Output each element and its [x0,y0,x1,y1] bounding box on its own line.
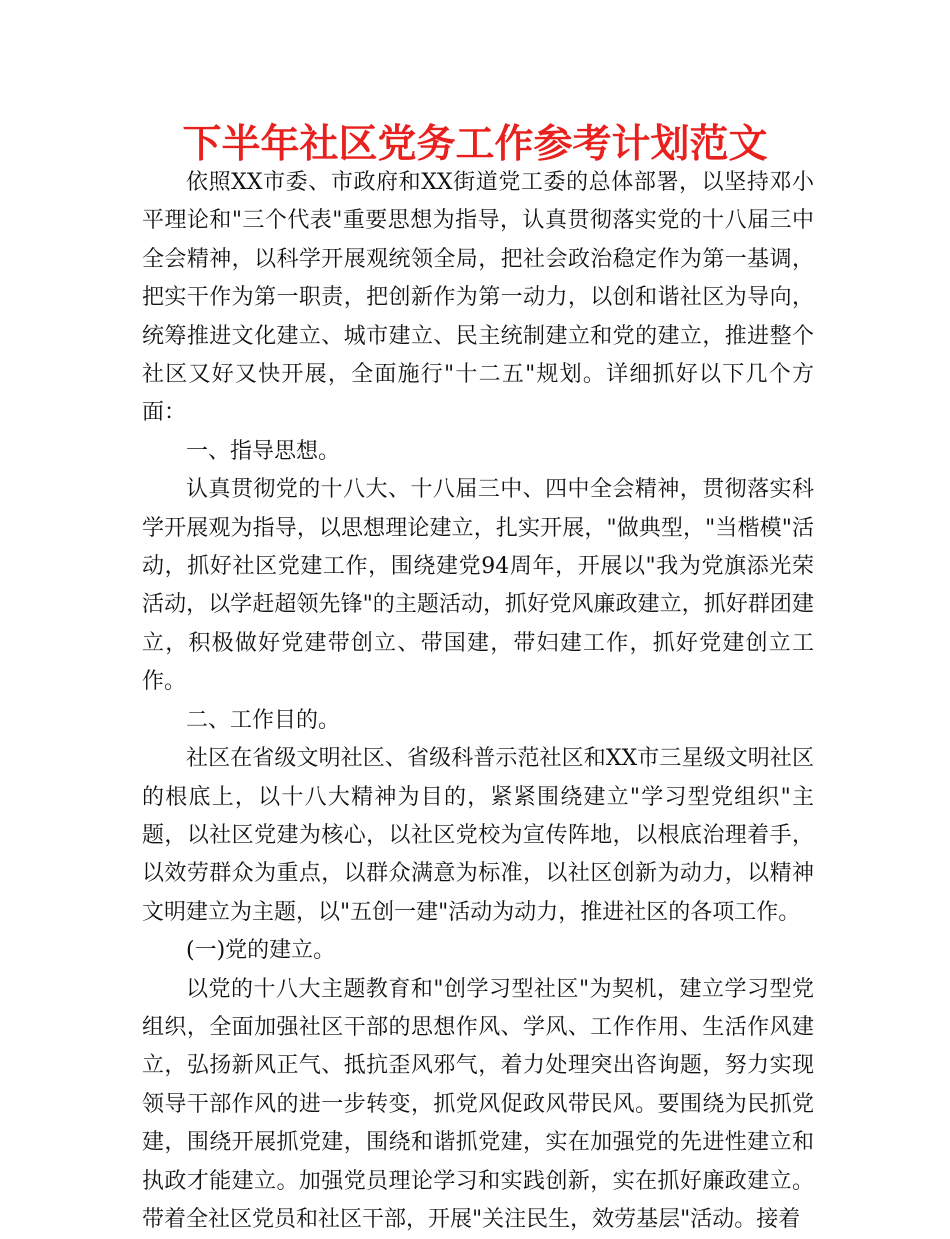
section-heading-guiding-thought: 一、指导思想。 [186,438,341,464]
subsection-heading-party-building: (一)党的建立。 [186,938,336,964]
paragraph-intro: 依照XX市委、市政府和XX街道党工委的总体部署，以坚持邓小平理论和"三个代表"重要思想为指导，认真贯彻落实党的十八届三中全会精神，以科学开展观统领全局，把社会政治稳定作为第一基调，把实干作为第一职责，把创新作为第一动力，以创和谐社区为导向，统筹推进文化建立、城市建立、民主统制建立和党的建立，推进整个社区又好又快开展，全面施行"十二五"规划。详细抓好以下几个方面： [142,170,814,426]
section-heading-work-goal: 二、工作目的。 [186,707,341,733]
paragraph-party-building: 以党的十八大主题教育和"创学习型社区"为契机，建立学习型党组织，全面加强社区干部的思想作风、学风、工作作用、生活作风建立，弘扬新风正气、抵抗歪风邪气，着力处理突出咨询题，努力实现领导干部作风的进一步转变，抓党风促政风带民风。要围绕为民抓党建，围绕开展抓党建，围绕和谐抓党建，实在加强党的先进性建立和执政才能建立。加强党员理论学习和实践创新，实在抓好廉政建立。带着全社区党员和社区干部，开展"关注民生，效劳基层"活动。接着 [142,976,814,1232]
document-title: 下半年社区党务工作参考计划范文 [182,122,768,167]
document-body [142,164,814,1239]
paragraph-guiding-thought: 认真贯彻党的十八大、十八届三中、四中全会精神，贯彻落实科学开展观为指导，以思想理论建立，扎实开展，"做典型，"当楷模"活动，抓好社区党建工作，围绕建党94周年，开展以"我为党旗添光荣活动，以学赶超领先锋"的主题活动，抓好党风廉政建立，抓好群团建立，积极做好党建带创立、带国建，带妇建工作，抓好党建创立工作。 [142,477,814,695]
paragraph-work-goal: 社区在省级文明社区、省级科普示范社区和XX市三星级文明社区的根底上，以十八大精神为目的，紧紧围绕建立"学习型党组织"主题，以社区党建为核心，以社区党校为宣传阵地，以根底治理着手，以效劳群众为重点，以群众满意为标准，以社区创新为动力，以精神文明建立为主题，以"五创一建"活动为动力，推进社区的各项工作。 [142,746,814,925]
